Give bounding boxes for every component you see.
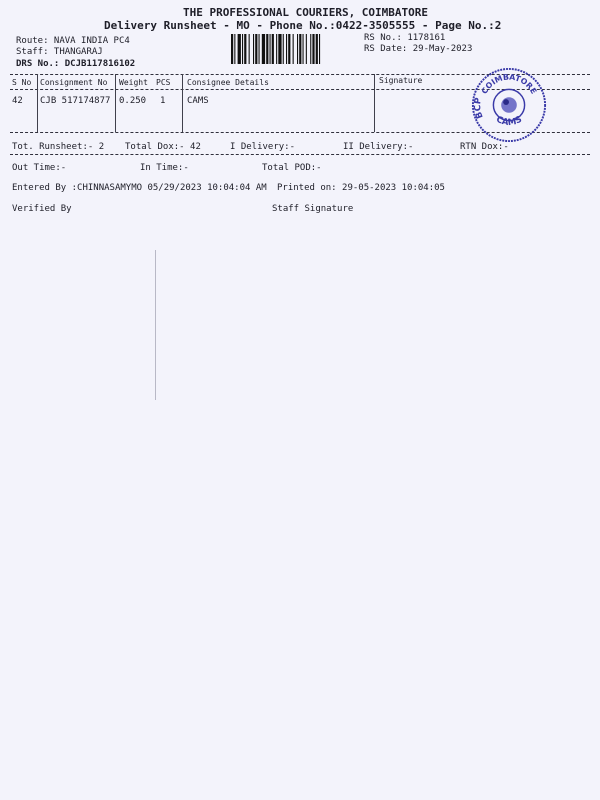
row-sno: 42 xyxy=(12,96,23,106)
printed-on: Printed on: 29-05-2023 10:04:05 xyxy=(277,183,445,193)
drs-number: DRS No.: DCJB117816102 xyxy=(16,59,136,69)
barcode-bar xyxy=(310,34,311,64)
column-divider xyxy=(37,74,38,132)
in-time: In Time:- xyxy=(140,163,189,173)
barcode-bar xyxy=(303,34,304,64)
stamp-bottom-text: CAMS xyxy=(494,114,524,129)
out-time: Out Time:- xyxy=(12,163,67,173)
svg-text:CAMS xyxy=(494,115,524,129)
tot-runsheet: Tot. Runsheet:- 2 xyxy=(12,142,105,152)
total-pod: Total POD:- xyxy=(262,163,322,173)
barcode-bar xyxy=(288,34,290,64)
stamp-top-text: COIMBATORE xyxy=(479,72,539,96)
barcode-bar xyxy=(270,34,271,64)
row-consignee: CAMS xyxy=(187,96,209,106)
stamp-left-text: BCP xyxy=(472,97,486,120)
barcode-bar xyxy=(306,34,307,64)
row-pcs: 1 xyxy=(160,96,166,106)
header-pcs: PCS xyxy=(156,78,171,87)
company-title: THE PROFESSIONAL COURIERS, COIMBATORE xyxy=(183,6,429,19)
barcode-bar xyxy=(262,34,265,64)
row-consignment: CJB 517174877 xyxy=(40,96,111,106)
scan-artifact-line xyxy=(155,250,156,400)
header-sno: S No xyxy=(12,78,32,87)
barcode-bar xyxy=(272,34,274,64)
barcode-bar xyxy=(286,34,287,64)
company-stamp xyxy=(470,66,548,144)
barcode-bar xyxy=(249,34,250,64)
route-line: Route: NAVA INDIA PC4 xyxy=(16,36,130,46)
rs-date: RS Date: 29-May-2023 xyxy=(364,44,473,54)
entered-by: Entered By :CHINNASAMYMO 05/29/2023 10:04:04 AM xyxy=(12,183,267,193)
svg-text:BCP xyxy=(473,96,486,119)
barcode-bar xyxy=(319,34,320,64)
barcode-bar xyxy=(276,34,277,64)
ii-delivery: II Delivery:- xyxy=(343,142,414,152)
barcode-bar xyxy=(293,34,294,64)
column-divider xyxy=(374,74,375,132)
barcode-bar xyxy=(244,34,246,64)
header-signature: Signature xyxy=(379,76,423,85)
header-weight: Weight xyxy=(119,78,148,87)
rs-number: RS No.: 1178161 xyxy=(364,33,446,43)
barcode-bar xyxy=(234,34,235,64)
barcode-bar xyxy=(231,34,233,64)
column-divider xyxy=(182,74,183,132)
staff-signature: Staff Signature xyxy=(272,204,354,214)
barcode-bar xyxy=(242,34,243,64)
barcode-bar xyxy=(297,34,298,64)
barcode-bar xyxy=(253,34,254,64)
barcode-bar xyxy=(283,34,284,64)
column-divider xyxy=(115,74,116,132)
verified-by: Verified By xyxy=(12,204,72,214)
total-dox: Total Dox:- 42 xyxy=(125,142,201,152)
barcode-bar xyxy=(278,34,281,64)
summary-rule xyxy=(10,154,590,155)
page-subtitle: Delivery Runsheet - MO - Phone No.:0422-3505555 - Page No.:2 xyxy=(104,19,502,32)
barcode xyxy=(231,34,355,64)
barcode-bar xyxy=(266,34,268,64)
barcode-bar xyxy=(312,34,314,64)
barcode-bar xyxy=(316,34,318,64)
row-weight: 0.250 xyxy=(119,96,147,106)
barcode-bar xyxy=(299,34,301,64)
barcode-bar xyxy=(259,34,260,64)
barcode-bar xyxy=(255,34,257,64)
barcode-bar xyxy=(238,34,241,64)
header-consignment: Consignment No xyxy=(40,78,108,87)
i-delivery: I Delivery:- xyxy=(230,142,296,152)
rtn-dox: RTN Dox:- xyxy=(460,142,509,152)
header-consignee: Consignee Details xyxy=(187,78,269,87)
staff-line: Staff: THANGARAJ xyxy=(16,47,103,57)
